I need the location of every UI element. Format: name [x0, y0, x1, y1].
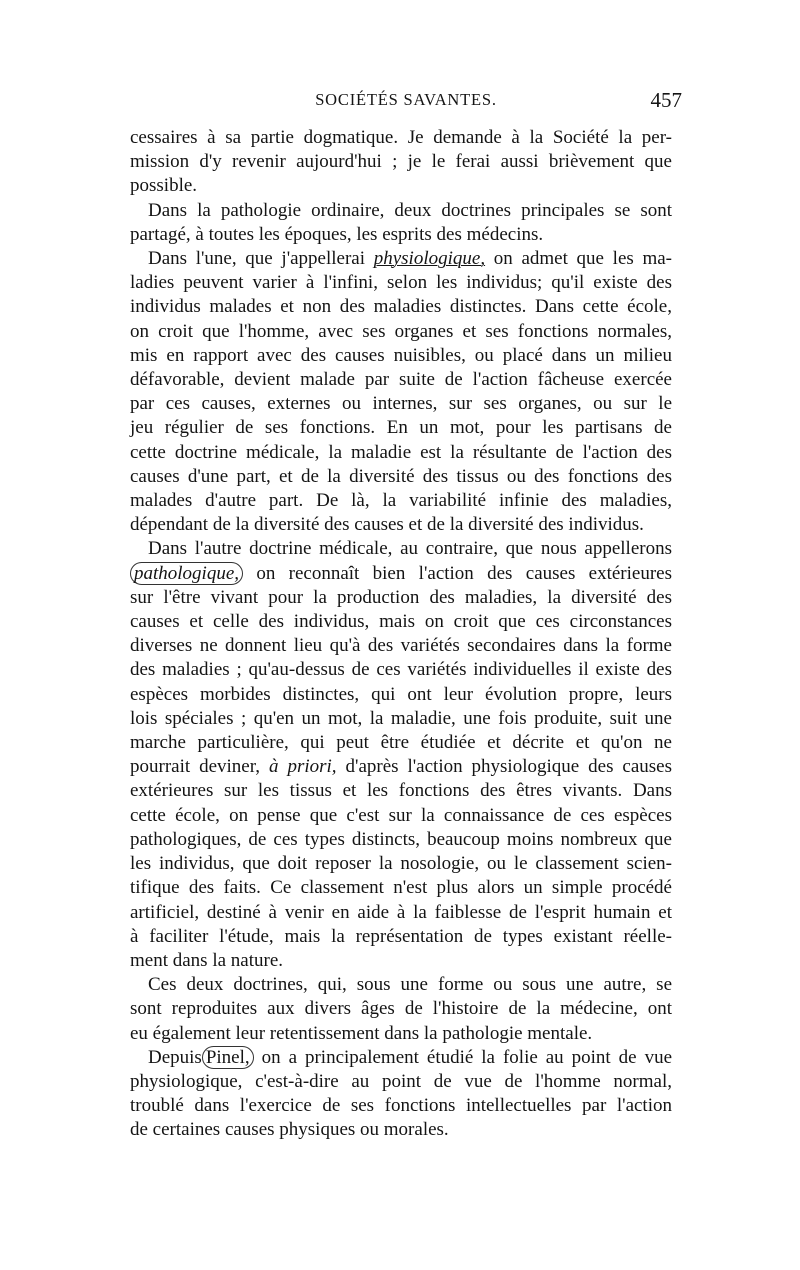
text-line: extérieures sur les tissus et les fonctions des êtres vivants. Dans — [130, 780, 672, 802]
text-segment: on admet que les ma- — [493, 248, 673, 270]
text-line: tifique des faits. Ce classement n'est plus alors un simple procédé — [130, 877, 672, 899]
text-segment: on reconnaît bien l'action des causes extérieures — [256, 562, 672, 584]
text-line: diverses ne donnent lieu qu'à des variétés secondaires dans la forme — [130, 635, 672, 657]
text-line: ladies peuvent varier à l'infini, selon les individus; qu'il existe des — [130, 272, 672, 294]
text-line: malades d'autre part. De là, la variabilité infinie des maladies, — [130, 490, 672, 512]
text-line: espèces morbides distinctes, qui ont leur évolution propre, leurs — [130, 683, 672, 705]
text-line: cette école, on pense que c'est sur la connaissance de ces espèces — [130, 804, 672, 826]
text-line — [130, 755, 672, 779]
text-segment: on a principalement étudié la folie au point de vue — [261, 1046, 672, 1068]
text-line: causes d'une part, et de la diversité des tissus ou des fonctions des — [130, 465, 672, 487]
text-segment: pourrait deviner, — [130, 756, 261, 778]
text-line: cessaires à sa partie dogmatique. Je demande à la Société la per- — [130, 127, 672, 148]
emphasized-term: à priori, — [269, 756, 337, 778]
text-line: pathologiques, de ces types distincts, beaucoup moins nombreux que — [130, 828, 672, 850]
text-line: ment dans la nature. — [130, 949, 284, 971]
text-line: par ces causes, externes ou internes, sur ses organes, ou sur le — [130, 393, 672, 415]
text-line: cette doctrine médicale, la maladie est la résultante de l'action des — [130, 441, 672, 463]
text-line: défavorable, devient malade par suite de l'action fâcheuse exercée — [130, 369, 672, 391]
text-line: causes et celle des individus, mais on croit que ces circonstances — [130, 611, 672, 633]
page-header — [130, 88, 682, 118]
text-line: sont reproduites aux divers âges de l'histoire de la médecine, ont — [130, 998, 672, 1020]
text-line: jeu régulier de ses fonctions. En un mot, pour les partisans de — [130, 417, 672, 439]
text-line: artificiel, destiné à venir en aide à la faiblesse de l'esprit humain et — [130, 901, 672, 923]
text-line: à faciliter l'étude, mais la représentation de types existant réelle- — [130, 925, 672, 947]
text-segment: d'après l'action physiologique des causes — [345, 756, 673, 778]
text-line: lois spéciales ; qu'en un mot, la maladie, une fois produite, suit une — [130, 707, 672, 729]
emphasized-term: pathologique, — [130, 562, 243, 585]
text-line: Ces deux doctrines, qui, sous une forme ou sous une autre, se — [148, 974, 672, 996]
text-line: sur l'être vivant pour la production des maladies, la diversité des — [130, 586, 672, 608]
text-line: partagé, à toutes les époques, les esprits des médecins. — [130, 223, 544, 245]
text-line: on croit que l'homme, avec ses organes et ses fonctions normales, — [130, 320, 672, 342]
text-line: marche particulière, qui peut être étudiée et décrite et qu'on ne — [130, 732, 672, 754]
text-line: mission d'y revenir aujourd'hui ; je le ferai aussi brièvement que — [130, 151, 672, 173]
text-line: de certaines causes physiques ou morales. — [130, 1119, 449, 1141]
running-title: SOCIÉTÉS SAVANTES. — [315, 90, 497, 109]
text-segment: Depuis — [148, 1046, 202, 1068]
page-number: 457 — [650, 88, 682, 112]
text-line: Dans l'autre doctrine médicale, au contraire, que nous appellerons — [148, 538, 672, 560]
text-line: physiologique, c'est-à-dire au point de vue de l'homme normal, — [130, 1070, 672, 1092]
body-text — [130, 126, 672, 1143]
text-line — [130, 247, 672, 271]
emphasized-term: physiologique, — [373, 248, 486, 270]
text-line — [130, 1046, 672, 1070]
text-segment: Dans l'une, que j'appellerai — [148, 248, 366, 270]
text-line — [130, 562, 672, 586]
circled-name: Pinel, — [202, 1046, 254, 1069]
text-line: dépendant de la diversité des causes et de la diversité des individus. — [130, 514, 644, 536]
text-line: eu également leur retentissement dans la pathologie mentale. — [130, 1022, 593, 1044]
text-line: troublé dans l'exercice de ses fonctions intellectuelles par l'action — [130, 1095, 672, 1117]
text-line: individus malades et non des maladies distinctes. Dans cette école, — [130, 296, 672, 318]
text-line: Dans la pathologie ordinaire, deux doctrines principales se sont — [148, 199, 672, 221]
text-line: possible. — [130, 175, 198, 197]
text-line: mis en rapport avec des causes nuisibles, ou placé dans un milieu — [130, 344, 672, 366]
text-line: les individus, que doit reposer la nosologie, ou le classement scien- — [130, 853, 672, 875]
text-line: des maladies ; qu'au-dessus de ces variétés individuelles il existe des — [130, 659, 672, 681]
